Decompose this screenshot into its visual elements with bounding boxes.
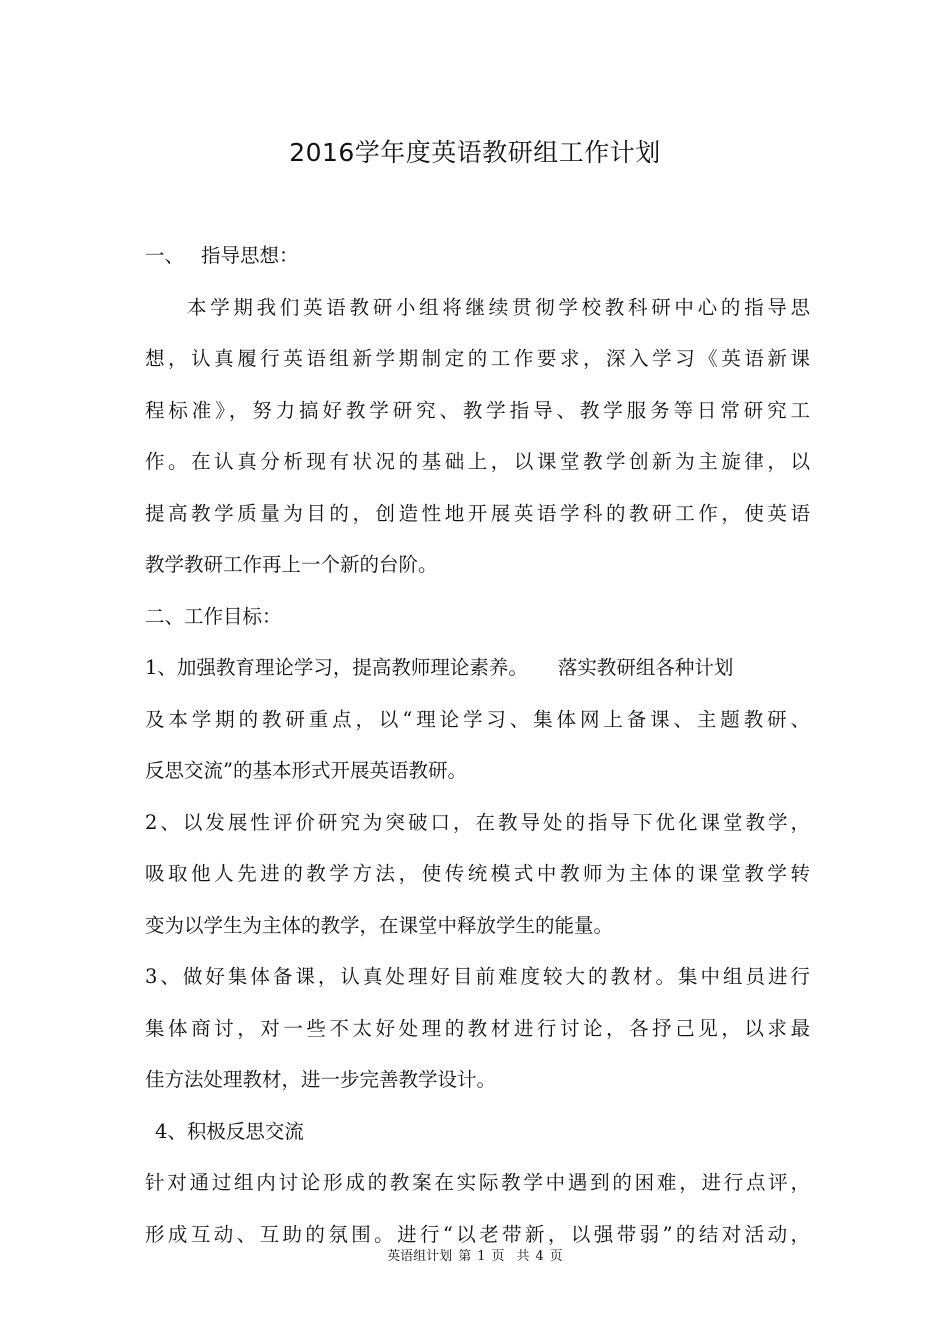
section1-line: 提高教学质量为目的，创造性地开展英语学科的教研工作，使英语: [145, 501, 810, 525]
item2-line: 2、以发展性评价研究为突破口，在教导处的指导下优化课堂教学，: [145, 810, 810, 834]
item3-line: 佳方法处理教材，进一步完善教学设计。: [145, 1068, 497, 1091]
item4-heading: 4、积极反思交流: [155, 1119, 304, 1143]
section1-line: 本学期我们英语教研小组将继续贯彻学校教科研中心的指导思: [187, 295, 810, 319]
document-body: [145, 230, 810, 1260]
footer-total-prefix: 共: [516, 1249, 530, 1264]
item1-line: 及本学期的教研重点，以“理论学习、集体网上备课、主题教研、: [145, 707, 810, 731]
document-title: 2016学年度英语教研组工作计划: [289, 138, 661, 167]
item2-line: 变为以学生为主体的教学，在课堂中释放学生的能量。: [145, 913, 614, 937]
section2-heading: 二、工作目标：: [145, 604, 282, 628]
section1-heading-text: 指导思想：: [201, 244, 299, 267]
footer-page-total: 4: [535, 1249, 544, 1264]
footer-label: 英语组计划: [387, 1249, 453, 1264]
section1-line: 想，认真履行英语组新学期制定的工作要求，深入学习《英语新课: [145, 347, 810, 370]
item3-line: 3、做好集体备课，认真处理好目前难度较大的教材。集中组员进行: [145, 965, 810, 988]
item1-first-b: 落实教研组各种计划: [557, 656, 734, 679]
section1-line: 程标准》，努力搞好教学研究、教学指导、教学服务等日常研究工: [145, 398, 810, 422]
item2-line: 吸取他人先进的教学方法，使传统模式中教师为主体的课堂教学转: [145, 862, 810, 885]
item1-first-a: 1、加强教育理论学习，提高教师理论素养。: [145, 656, 528, 679]
item1-line: 反思交流”的基本形式开展英语教研。: [145, 759, 467, 782]
item4-line: 针对通过组内讨论形成的教案在实际教学中遇到的困难，进行点评，: [145, 1171, 810, 1194]
item4-line: 形成互动、互助的氛围。进行“以老带新，以强带弱”的结对活动，: [145, 1222, 810, 1246]
footer-total-unit: 页: [549, 1249, 563, 1264]
footer-page-unit: 页: [491, 1249, 505, 1264]
section1-line: 作。在认真分析现有状况的基础上，以课堂教学创新为主旋律，以: [145, 450, 810, 473]
section1-number: 一、: [145, 244, 185, 267]
section1-heading: [145, 230, 810, 282]
footer-page-prefix: 第: [458, 1249, 472, 1264]
item1-first-line: [145, 642, 810, 694]
item3-line: 集体商讨，对一些不太好处理的教材进行讨论，各抒己见，以求最: [145, 1016, 810, 1040]
section1-line: 教学教研工作再上一个新的台阶。: [145, 553, 438, 576]
footer-page-current: 1: [477, 1249, 486, 1264]
page-footer: [0, 1245, 950, 1264]
